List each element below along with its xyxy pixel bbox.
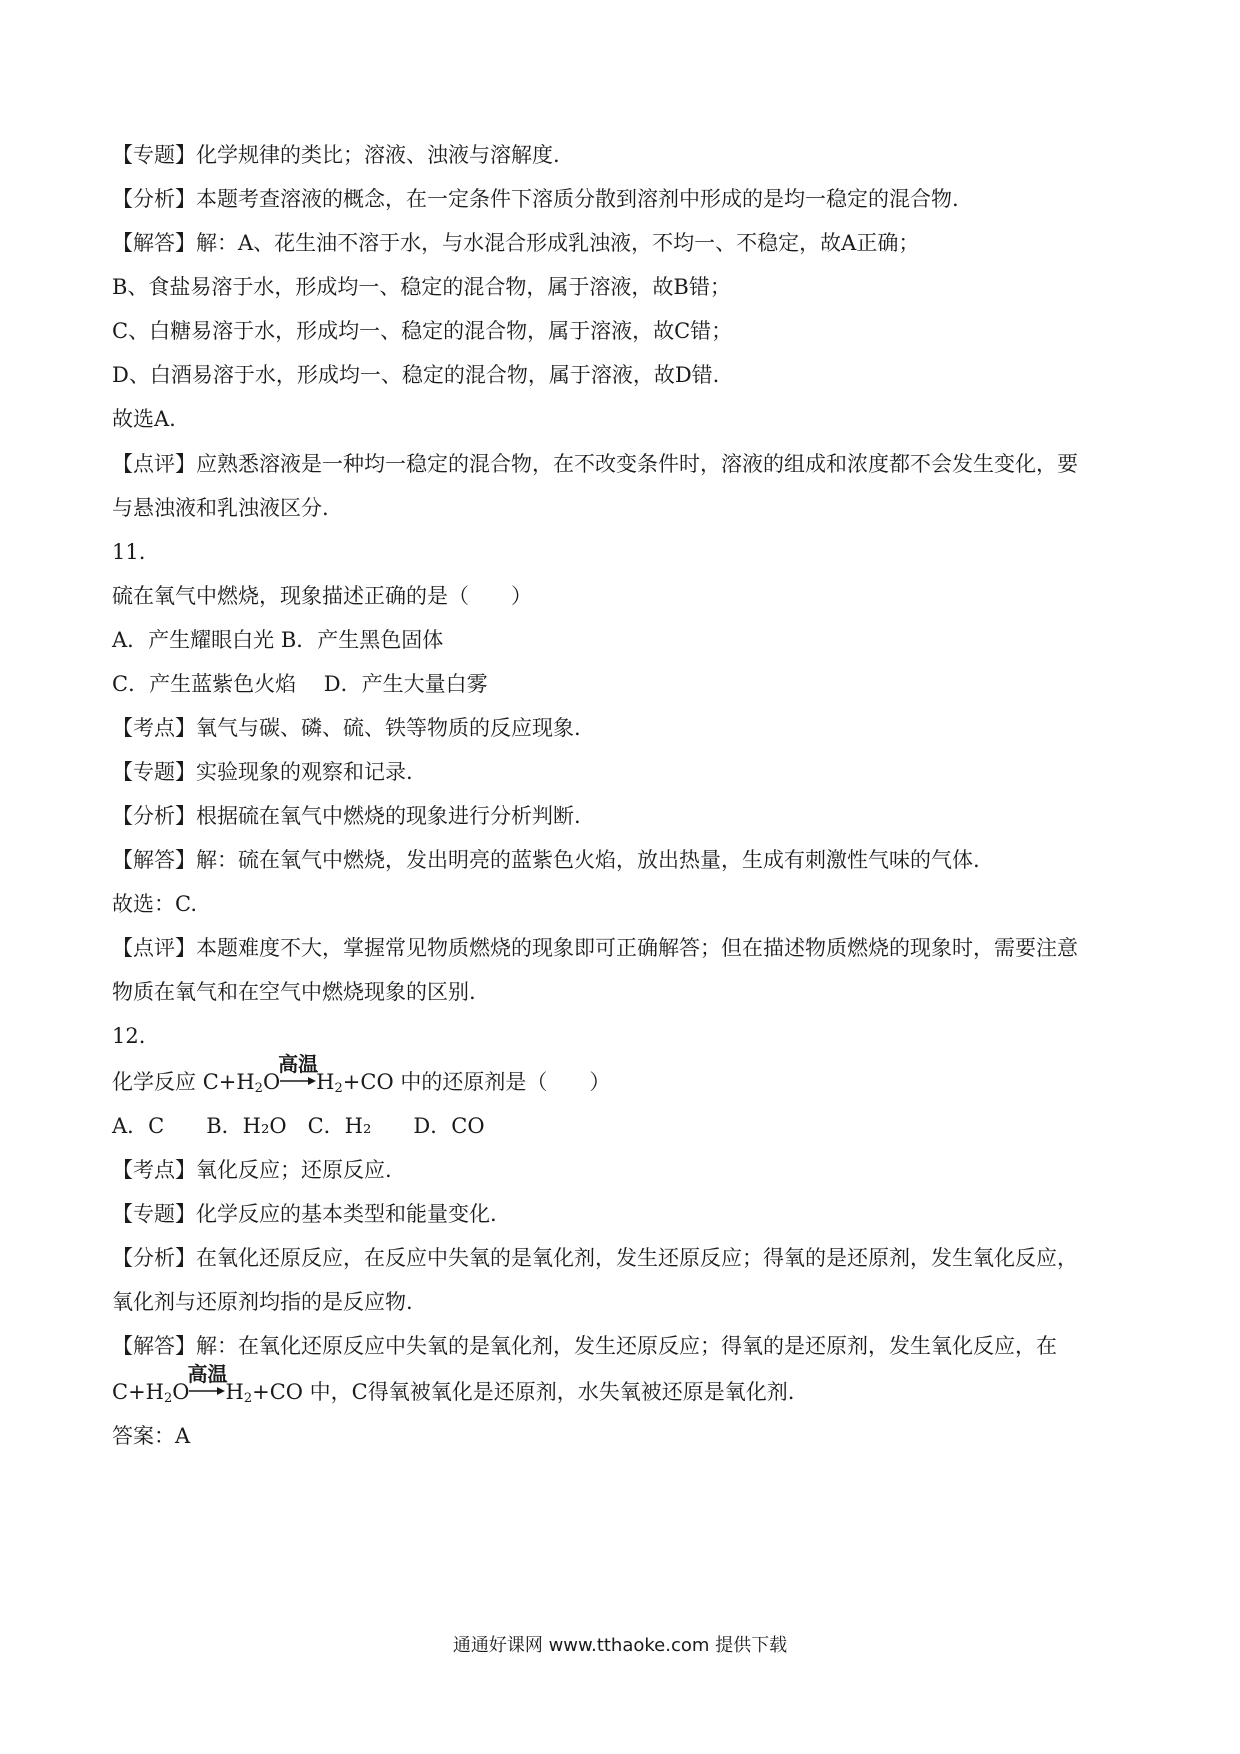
text-line: 与悬浊液和乳浊液区分.	[112, 496, 329, 520]
text-line: 氧化剂与还原剂均指的是反应物.	[112, 1290, 413, 1314]
page-footer: 通通好课网 www.tthaoke.com 提供下载	[452, 1635, 788, 1656]
reaction-arrow	[187, 1362, 228, 1406]
reaction-condition: 高温	[278, 1052, 319, 1076]
text-line: 【解答】解：在氧化还原反应中失氧的是氧化剂，发生还原反应；得氧的是还原剂，发生氧化反应，在	[112, 1334, 1057, 1358]
stem-suffix: 中的还原剂是（ ）	[393, 1070, 611, 1094]
equation-products: $H_2+CO$	[225, 1380, 303, 1406]
text-line: B、食盐易溶于水，形成均一、稳定的混合物，属于溶液，故B错；	[112, 275, 731, 299]
text-line: 【分析】在氧化还原反应，在反应中失氧的是氧化剂，发生还原反应；得氧的是还原剂，发生氧化反应，	[112, 1246, 1078, 1270]
question-stem	[112, 1052, 611, 1103]
text-line: 【解答】解：A、花生油不溶于水，与水混合形成乳浊液，不均一、不稳定，故A正确；	[112, 231, 920, 255]
text-line: 故选：C.	[112, 892, 197, 916]
text-line: 【分析】根据硫在氧气中燃烧的现象进行分析判断.	[112, 804, 581, 828]
text-line: 物质在氧气和在空气中燃烧现象的区别.	[112, 980, 476, 1004]
text-line: 【点评】应熟悉溶液是一种均一稳定的混合物，在不改变条件时，溶液的组成和浓度都不会发生变化，要	[112, 452, 1078, 476]
question-options: A．产生耀眼白光 B．产生黑色固体	[112, 628, 444, 652]
equation-products: $H_2+CO$	[316, 1070, 394, 1096]
question-options: C．产生蓝紫色火焰 D．产生大量白雾	[112, 672, 488, 696]
reaction-condition: 高温	[187, 1362, 228, 1386]
text-line: 【考点】氧化反应；还原反应.	[112, 1158, 392, 1182]
question-number: 11.	[112, 540, 146, 564]
question-options: A．C B．H₂O C．H₂ D．CO	[112, 1114, 485, 1138]
text-line: 【解答】解：硫在氧气中燃烧，发出明亮的蓝紫色火焰，放出热量，生成有刺激性气味的气体.	[112, 848, 980, 872]
answer-line: 答案：A	[112, 1424, 191, 1448]
text-line: 【考点】氧气与碳、磷、硫、铁等物质的反应现象.	[112, 716, 581, 740]
equation-reactants: $C+H_2O$	[202, 1070, 281, 1096]
text-line: C、白糖易溶于水，形成均一、稳定的混合物，属于溶液，故C错；	[112, 319, 733, 343]
text-line: 【分析】本题考查溶液的概念，在一定条件下溶质分散到溶剂中形成的是均一稳定的混合物.	[112, 187, 959, 211]
equation-suffix: 中，C得氧被氧化是还原剂，水失氧被还原是氧化剂.	[302, 1380, 795, 1404]
text-line: 【专题】化学反应的基本类型和能量变化.	[112, 1202, 497, 1226]
text-line: 【点评】本题难度不大，掌握常见物质燃烧的现象即可正确解答；但在描述物质燃烧的现象时，需要注意	[112, 936, 1078, 960]
question-number: 12.	[112, 1024, 146, 1048]
text-line: 【专题】化学规律的类比；溶液、浊液与溶解度.	[112, 143, 560, 167]
reaction-arrow	[278, 1052, 319, 1096]
text-line: 【专题】实验现象的观察和记录.	[112, 760, 413, 784]
equation-reactants: $C+H_2O$	[112, 1380, 190, 1406]
solution-equation-line	[112, 1362, 795, 1413]
question-stem: 硫在氧气中燃烧，现象描述正确的是（ ）	[112, 584, 532, 608]
text-line: D、白酒易溶于水，形成均一、稳定的混合物，属于溶液，故D错.	[112, 363, 720, 387]
stem-prefix: 化学反应	[112, 1070, 203, 1094]
text-line: 故选A.	[112, 407, 176, 431]
